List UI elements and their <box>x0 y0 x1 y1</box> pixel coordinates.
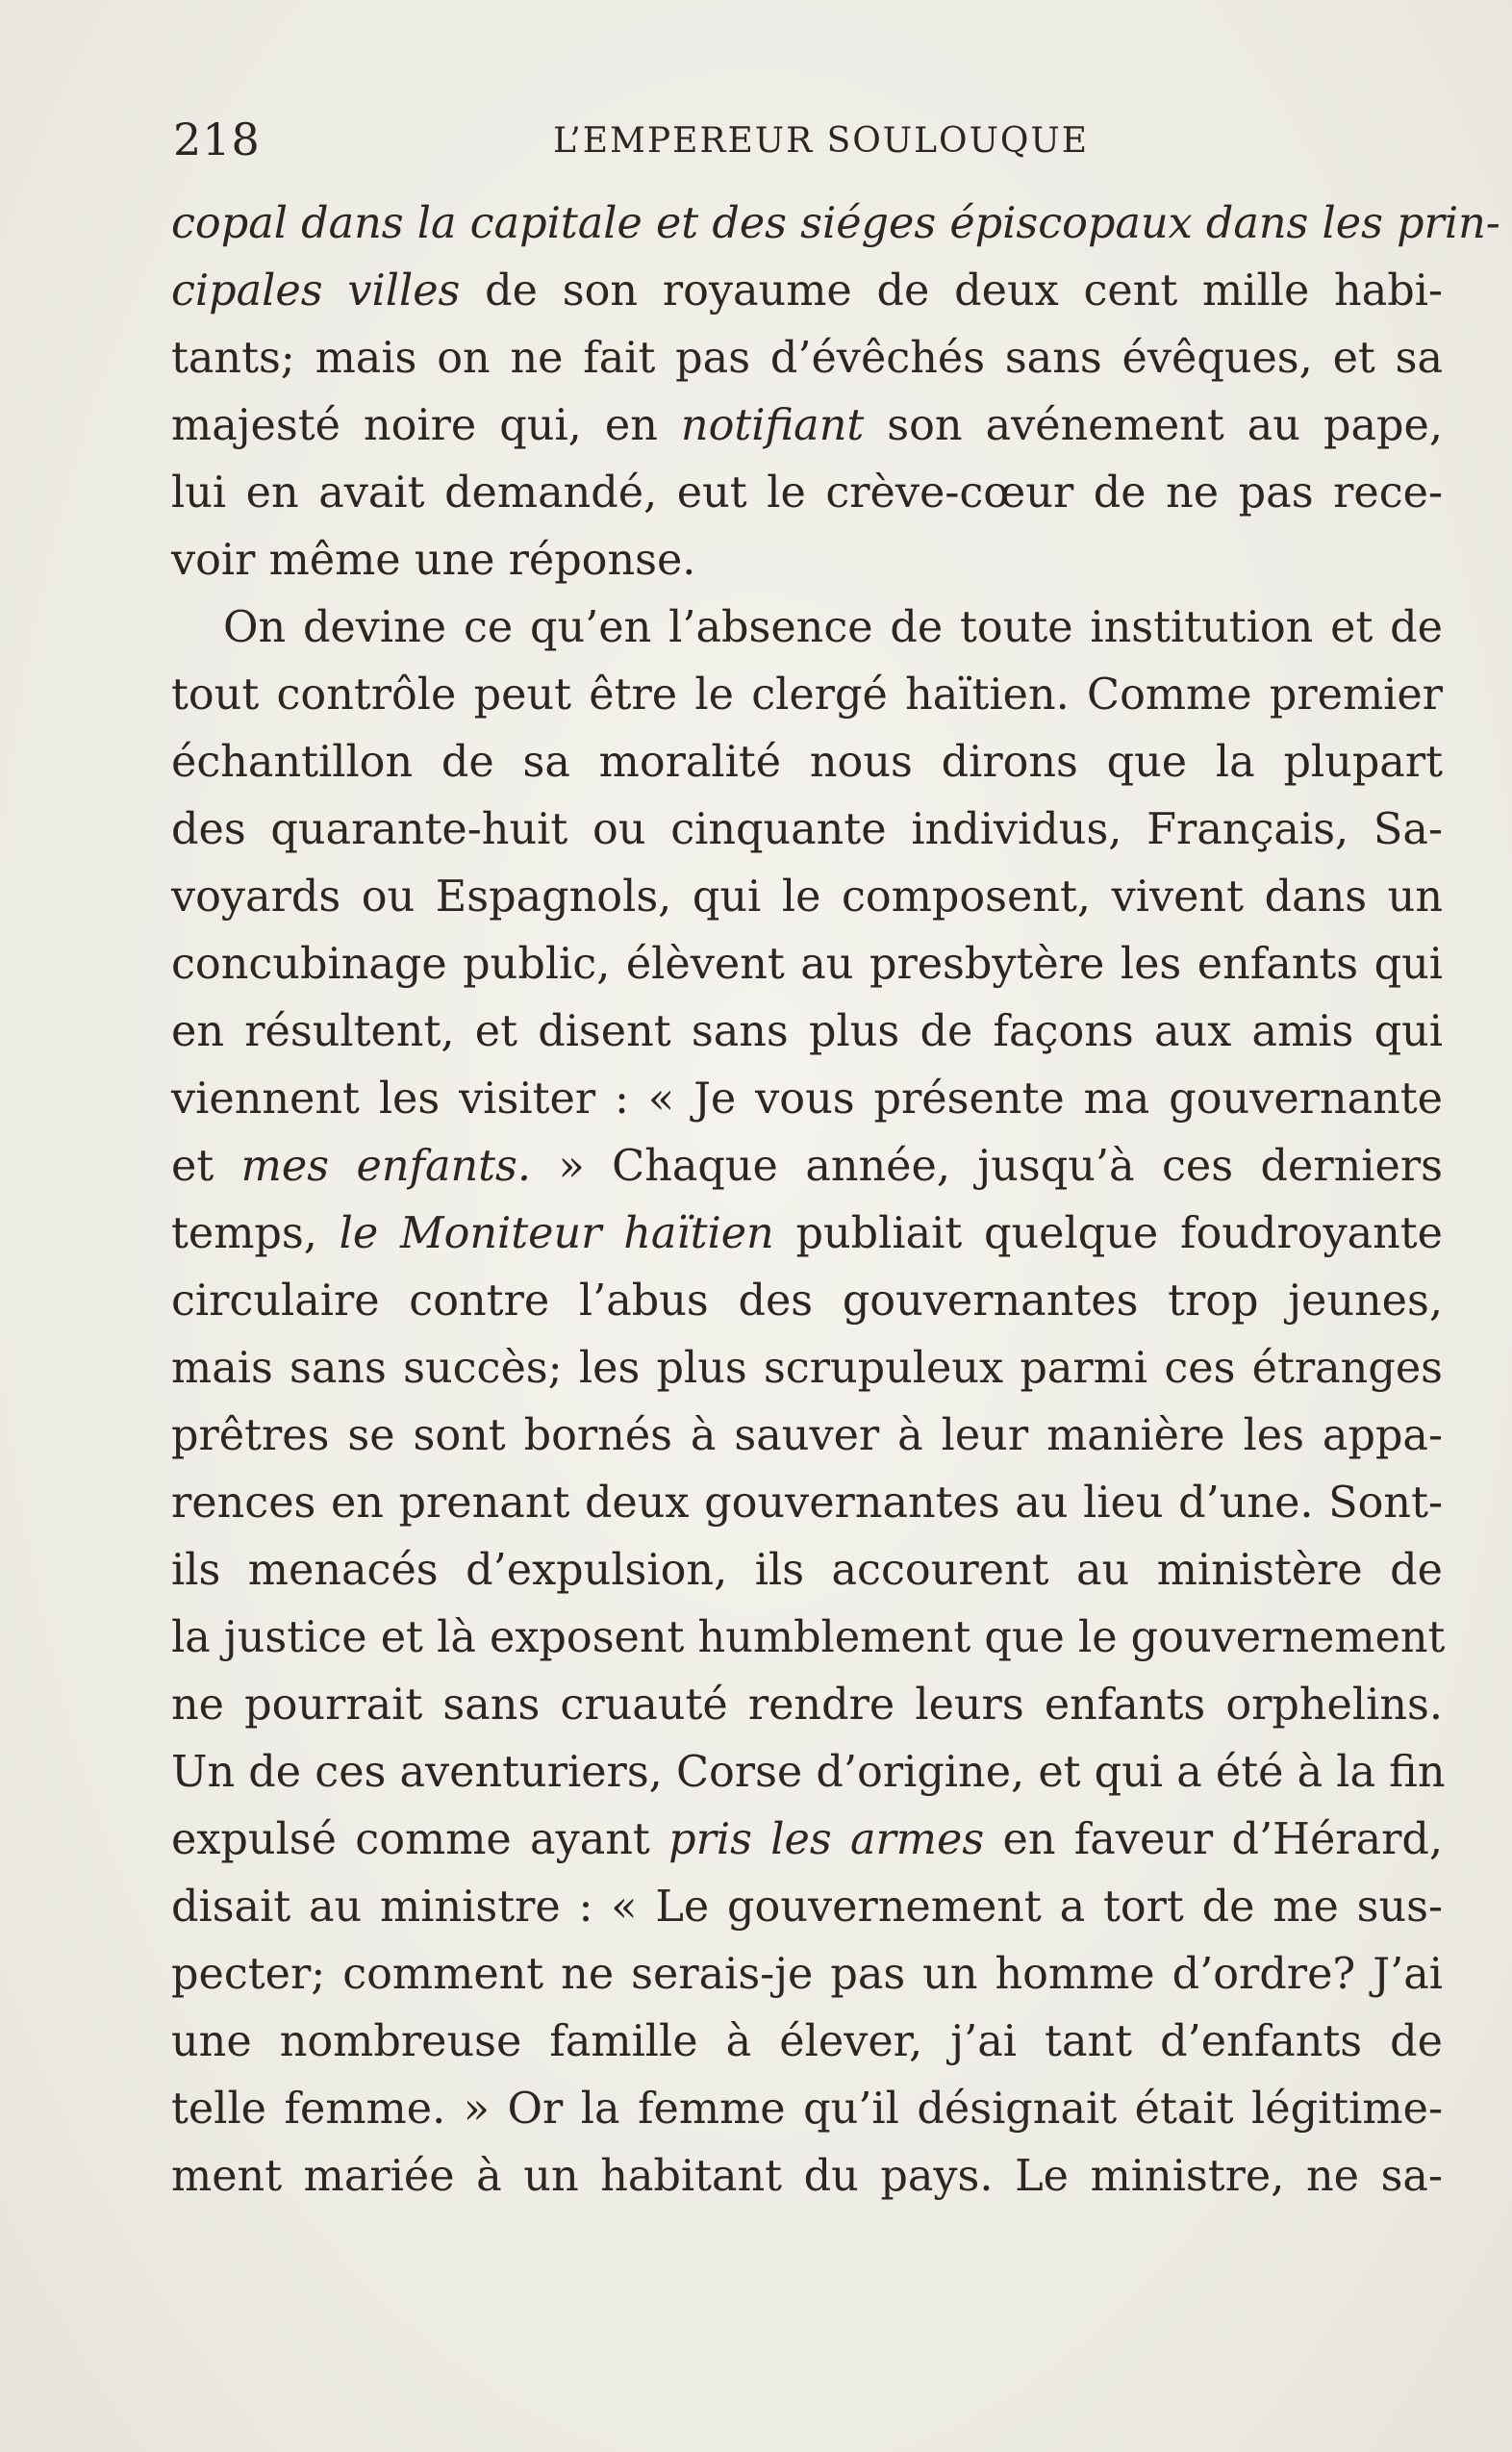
text-segment: son avénement au pape, <box>864 401 1443 450</box>
text-segment: viennent les visiter : « Je vous présente ma gouvernante <box>171 1074 1443 1124</box>
text-segment: pecter; comment ne serais-je pas un homme d’ordre? J’ai <box>171 1950 1443 1999</box>
text-segment: tout contrôle peut être le clergé haïtien. Comme premier <box>171 670 1443 720</box>
text-segment: disait au ministre : « Le gouvernement a tort de me sus- <box>171 1883 1443 1932</box>
italic-text-segment: pris les armes <box>668 1815 985 1864</box>
text-line <box>171 527 1443 594</box>
text-line <box>171 1201 1443 1268</box>
text-segment: expulsé comme ayant <box>171 1815 669 1864</box>
text-line <box>171 864 1443 931</box>
text-line <box>171 662 1443 729</box>
text-segment: prêtres se sont bornés à sauver à leur manière les appa- <box>171 1411 1443 1460</box>
text-segment: en résultent, et disent sans plus de façons aux amis qui <box>171 1007 1443 1056</box>
text-line <box>171 392 1443 460</box>
italic-text-segment: cipales villes <box>171 266 461 316</box>
text-line <box>171 1335 1443 1403</box>
text-segment: » Chaque année, jusqu’à ces derniers <box>531 1142 1443 1191</box>
text-line <box>171 1874 1443 1941</box>
text-line <box>171 594 1443 662</box>
text-segment: On devine ce qu’en l’absence de toute institution et de <box>223 603 1443 652</box>
text-line <box>171 1537 1443 1605</box>
text-line <box>171 1605 1446 1672</box>
running-head: L’EMPEREUR SOULOUQUE <box>553 121 1090 161</box>
text-segment: tants; mais on ne fait pas d’évêchés sans évêques, et sa <box>171 334 1443 383</box>
text-segment: publiait quelque foudroyante <box>773 1209 1444 1258</box>
italic-text-segment: le Moniteur haïtien <box>339 1209 774 1258</box>
text-line <box>171 2143 1443 2211</box>
text-line <box>171 190 1500 258</box>
text-segment: concubinage public, élèvent au presbytère les enfants qui <box>171 940 1443 989</box>
text-segment: telle femme. » Or la femme qu’il désignait était légitime- <box>171 2085 1443 2134</box>
text-line <box>171 931 1443 998</box>
text-segment: des quarante-huit ou cinquante individus, Français, Sa- <box>171 805 1443 854</box>
text-segment: voir même une réponse. <box>171 536 696 585</box>
text-segment: circulaire contre l’abus des gouvernantes trop jeunes, <box>171 1277 1443 1326</box>
text-line <box>171 1739 1446 1807</box>
text-segment: voyards ou Espagnols, qui le composent, vivent dans un <box>171 872 1443 922</box>
text-segment: une nombreuse famille à élever, j’ai tant d’enfants de <box>171 2017 1443 2066</box>
text-line <box>171 729 1443 796</box>
text-segment: de son royaume de deux cent mille habi- <box>460 266 1443 316</box>
text-line <box>171 1066 1443 1133</box>
text-segment: majesté noire qui, en <box>171 401 681 450</box>
text-line <box>171 1403 1443 1470</box>
text-segment: ment mariée à un habitant du pays. Le ministre, ne sa- <box>171 2152 1443 2201</box>
text-segment: la justice et là exposent humblement que le gouvernement <box>171 1613 1446 1662</box>
text-segment: Un de ces aventuriers, Corse d’origine, et qui a été à la fin <box>171 1748 1446 1797</box>
text-line <box>171 1807 1443 1874</box>
text-segment: lui en avait demandé, eut le crève-cœur de ne pas rece- <box>171 468 1443 518</box>
page-header <box>173 114 1443 171</box>
text-line <box>171 1672 1443 1739</box>
text-segment: temps, <box>171 1209 340 1258</box>
italic-text-segment: notifiant <box>680 401 865 450</box>
italic-text-segment: mes enfants. <box>240 1142 532 1191</box>
text-segment: en faveur d’Hérard, <box>984 1815 1443 1864</box>
text-line <box>171 2076 1443 2143</box>
body-text <box>171 190 1500 2211</box>
text-segment: ils menacés d’expulsion, ils accourent au ministère de <box>171 1546 1443 1595</box>
text-segment: mais sans succès; les plus scrupuleux parmi ces étranges <box>171 1344 1443 1393</box>
text-segment: et <box>171 1142 241 1191</box>
text-line <box>171 1470 1443 1537</box>
text-line <box>171 258 1443 325</box>
text-line <box>171 2009 1443 2076</box>
text-line <box>171 1133 1443 1201</box>
text-line <box>171 1941 1443 2009</box>
text-segment: rences en prenant deux gouvernantes au lieu d’une. Sont- <box>171 1479 1443 1528</box>
text-line <box>171 998 1443 1066</box>
italic-text-segment: copal dans la capitale et des siéges épiscopaux dans les prin- <box>171 199 1500 248</box>
text-line <box>171 1268 1443 1335</box>
page-number: 218 <box>173 114 261 165</box>
text-line <box>171 325 1443 392</box>
text-segment: échantillon de sa moralité nous dirons que la plupart <box>171 738 1443 787</box>
text-line <box>171 796 1443 864</box>
text-segment: ne pourrait sans cruauté rendre leurs enfants orphelins. <box>171 1681 1443 1730</box>
text-line <box>171 460 1443 527</box>
